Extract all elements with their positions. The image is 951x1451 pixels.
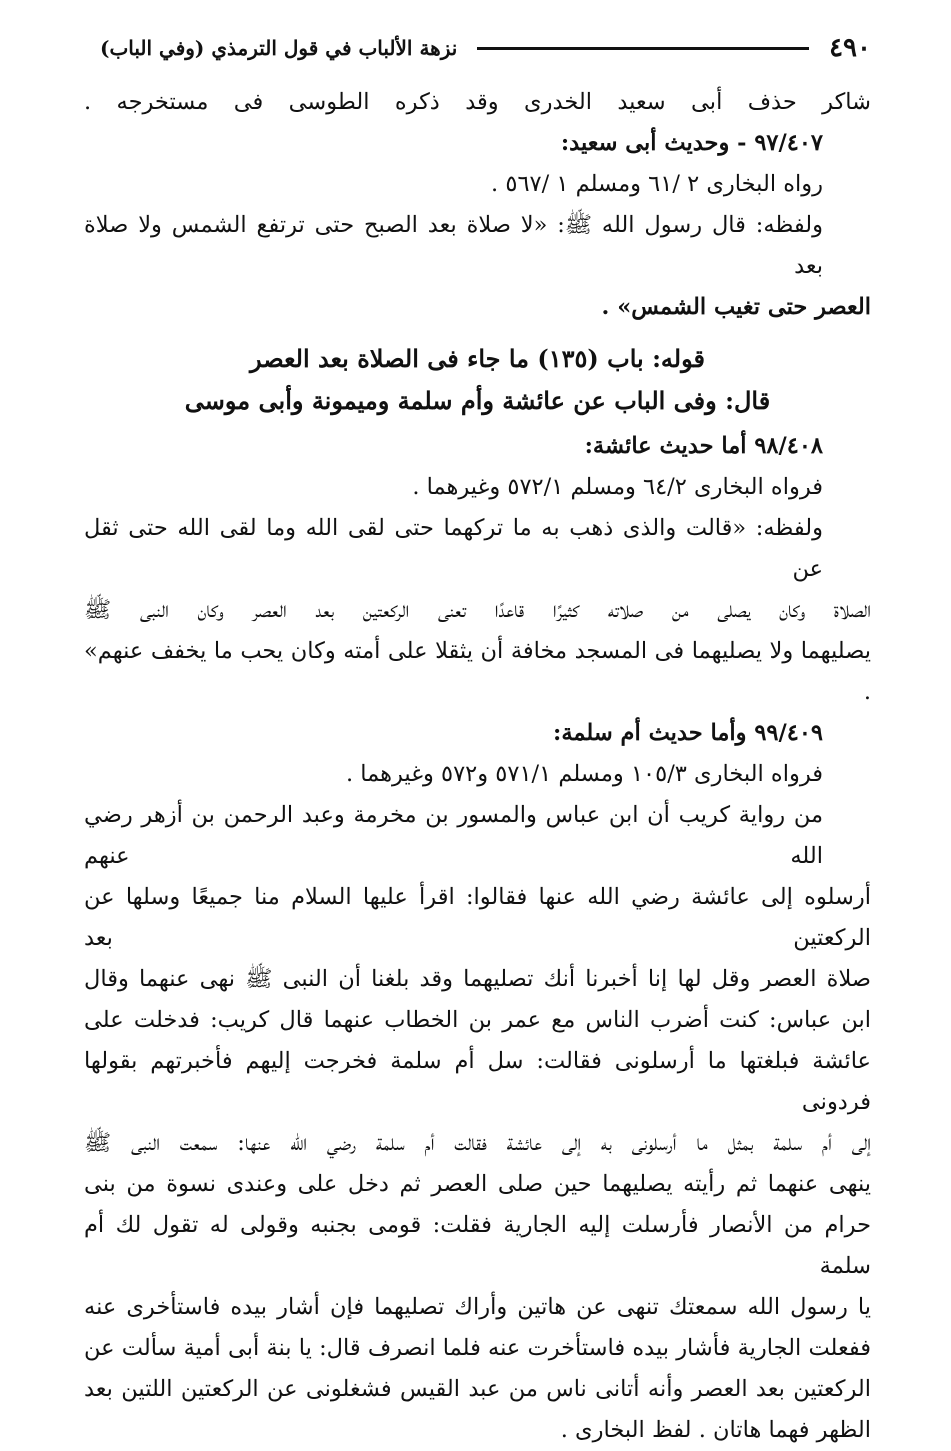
- running-title: نزهة الألباب في قول الترمذي (وفي الباب): [100, 36, 458, 60]
- page-body: [84, 82, 871, 1451]
- chapter-subtitle: قال: وفى الباب عن عائشة وأم سلمة وميمونة وأبى موسى: [184, 386, 771, 415]
- text-line: صلاة العصر وقل لها إنا أخبرنا أنك تصليهما وقد بلغنا أن النبى ﷺ نهى عنهما وقال: [84, 966, 871, 992]
- text-line: الظهر فهما هاتان . لفظ البخارى .: [560, 1417, 871, 1443]
- text-line: إلى أم سلمة بمثل ما أرسلونى به إلى عائشة فقالت أم سلمة رضي الله عنها: سمعت النبى ﷺ: [84, 1130, 871, 1156]
- text-line: أرسلوه إلى عائشة رضي الله عنها فقالوا: اقرأ عليها السلام منا جميعًا وسلها عن الركعتين بعد: [84, 884, 871, 951]
- text-line: ينهى عنهما ثم رأيته يصليهما حين صلى العصر ثم دخل على وعندى نسوة من بنى: [84, 1171, 871, 1197]
- text-line: فرواه البخارى ١٠٥/٣ ومسلم ٥٧١/١ و٥٧٢ وغيرهما .: [345, 761, 823, 787]
- hadith-heading: ٩٩/٤٠٩ وأما حديث أم سلمة:: [553, 720, 823, 746]
- page-header: [100, 30, 871, 66]
- text-line: ابن عباس: كنت أضرب الناس مع عمر بن الخطاب عنهما قال كريب: فدخلت على: [84, 1007, 871, 1033]
- header-rule: [477, 47, 809, 50]
- text-line: يا رسول الله سمعتك تنهى عن هاتين وأراك تصليهما فإن أشار بيده فاستأخرى عنه: [84, 1294, 871, 1320]
- text-line: يصليهما ولا يصليهما فى المسجد مخافة أن يثقلا على أمته وكان يحب ما يخفف عنهم» .: [84, 638, 871, 705]
- text-line: العصر حتى تغيب الشمس» .: [601, 294, 871, 320]
- hadith-heading: ٩٧/٤٠٧ - وحديث أبى سعيد:: [560, 130, 823, 156]
- hadith-heading: ٩٨/٤٠٨ أما حديث عائشة:: [584, 433, 823, 459]
- text-line: رواه البخارى ٢ /٦١ ومسلم ١ /٥٦٧ .: [491, 171, 823, 197]
- text-line: الصلاة وكان يصلى من صلاته كثيرًا قاعدًا تعنى الركعتين بعد العصر وكان النبى ﷺ: [84, 597, 871, 623]
- text-line: شاكر حذف أبى سعيد الخدرى وقد ذكره الطوسى فى مستخرجه .: [84, 89, 871, 115]
- text-line: حرام من الأنصار فأرسلت إليه الجارية فقلت: قومى بجنبه وقولى له تقول لك أم سلمة: [84, 1212, 871, 1279]
- text-line: عائشة فبلغتها ما أرسلونى فقالت: سل أم سلمة فخرجت إليهم فأخبرتهم بقولها فردونى: [84, 1048, 871, 1115]
- text-line: من رواية كريب أن ابن عباس والمسور بن مخرمة وعبد الرحمن بن أزهر رضي الله عنهم: [84, 802, 823, 869]
- text-line: ولفظه: «قالت والذى ذهب به ما تركهما حتى لقى الله وما لقى الله حتى ثقل عن: [84, 515, 823, 582]
- text-line: الركعتين بعد العصر وأنه أتانى ناس من عبد القيس فشغلونى عن الركعتين اللتين بعد: [84, 1376, 871, 1402]
- text-line: فرواه البخارى ٦٤/٢ ومسلم ٥٧٢/١ وغيرهما .: [412, 474, 823, 500]
- chapter-title: قوله: باب (١٣٥) ما جاء فى الصلاة بعد العصر: [250, 344, 705, 373]
- text-line: ففعلت الجارية فأشار بيده فاستأخرت عنه فلما انصرف قال: يا بنة أبى أمية سألت عن: [84, 1335, 871, 1361]
- page-number: ٤٩٠: [829, 33, 871, 63]
- text-line: ولفظه: قال رسول الله ﷺ: «لا صلاة بعد الصبح حتى ترتفع الشمس ولا صلاة بعد: [84, 212, 823, 279]
